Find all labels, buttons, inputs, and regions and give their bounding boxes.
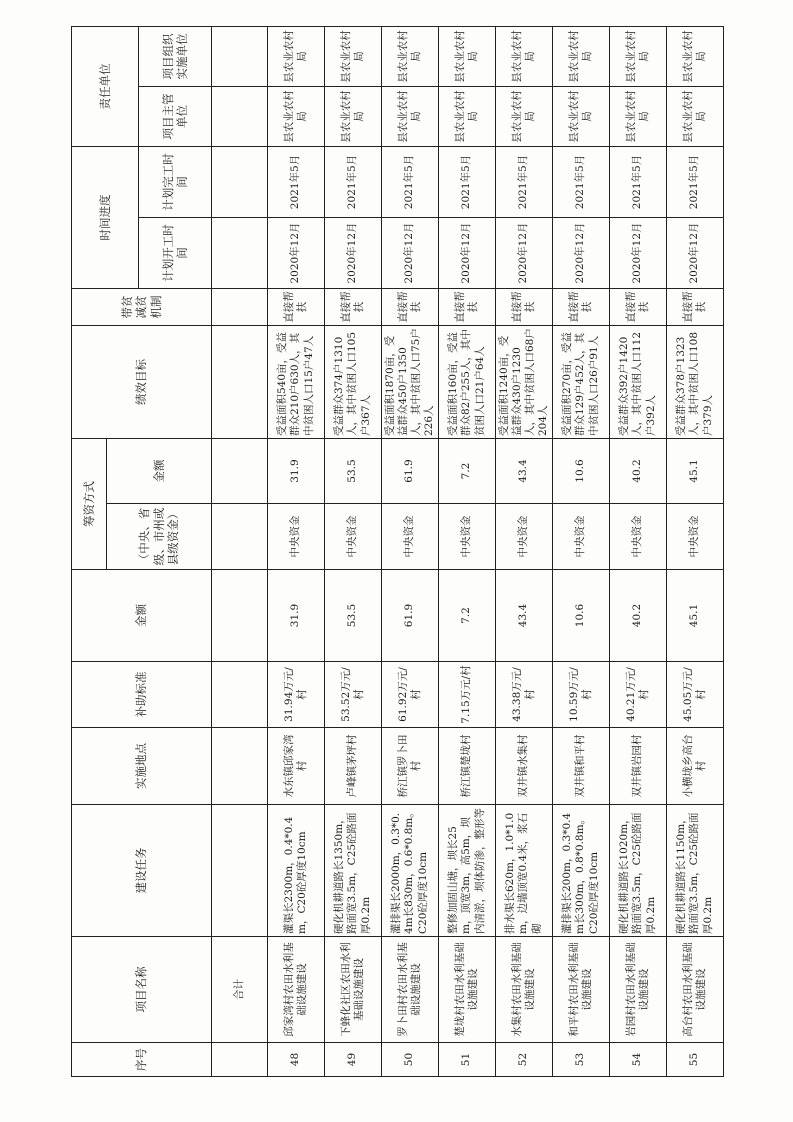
cell-amount: 10.6 [553,570,610,662]
cell-source: 中央资金 [496,504,553,570]
cell-impl: 县农业农村局 [268,27,325,87]
cell-goal: 受益群众378户1323人，其中贫困人口108户379人 [667,326,724,439]
cell-source: 中央资金 [553,504,610,570]
cell-impl: 县农业农村局 [439,27,496,87]
cell-source: 中央资金 [325,504,382,570]
cell-name: 岩园村农田水利基础设施建设 [610,937,667,1043]
cell-task: 整修加固山塘，坝长25m，顶宽3m，高5m，坝内清淤，坝体防渗，整形等 [439,805,496,937]
cell-name: 邱家湾村农田水利基础设施建设 [268,937,325,1043]
cell-task: 灌渠长2300m，0.4*0.4m，C20砼厚度10cm [268,805,325,937]
cell-impl: 县农业农村局 [610,27,667,87]
cell-amount: 7.2 [439,570,496,662]
cell-start: 2020年12月 [610,218,667,289]
header-subsidy: 补助标准 [72,662,212,728]
cell-location: 桥江镇楚垅村 [439,728,496,805]
cell-name: 高台村农田水利基础设施建设 [667,937,724,1043]
cell-start: 2020年12月 [553,218,610,289]
cell-dept: 县农业农村局 [268,87,325,147]
cell-end: 2021年5月 [667,147,724,218]
header-end: 计划完工时间 [139,147,212,218]
cell-goal: 受益群众392户1420人，其中贫困人口112户392人 [610,326,667,439]
cell-start: 2020年12月 [667,218,724,289]
cell-end: 2021年5月 [382,147,439,218]
cell-subsidy: 43.38万元/村 [496,662,553,728]
cell-task: 排水渠长620m，1.0*1.0m，边墙顶宽0.4米，浆石砌 [496,805,553,937]
cell-mechanism: 直接帮扶 [553,289,610,326]
cell-location: 小横垅乡高台村 [667,728,724,805]
cell-subsidy: 45.05万元/村 [667,662,724,728]
cell-name: 楚垅村农田水利基础设施建设 [439,937,496,1043]
cell-start: 2020年12月 [325,218,382,289]
cell-impl: 县农业农村局 [667,27,724,87]
cell-mechanism: 直接帮扶 [610,289,667,326]
cell-seq: 48 [268,1043,325,1077]
cell-subsidy: 7.15万元/村 [439,662,496,728]
cell-subsidy: 61.92万元/村 [382,662,439,728]
cell-location: 桥江镇罗卜田村 [382,728,439,805]
cell-goal: 受益面积540亩，受益群众210户630人，其中贫困人口15户47人 [268,326,325,439]
cell-start: 2020年12月 [496,218,553,289]
cell-impl: 县农业农村局 [496,27,553,87]
cell-location: 水东镇邱家湾村 [268,728,325,805]
cell-seq: 55 [667,1043,724,1077]
cell-task: 硬化机耕道路长1150m，路面宽3.5m，C25砼路面厚0.2m [667,805,724,937]
table-row [496,27,553,1077]
header-name: 项目名称 [72,937,212,1043]
cell-amount: 53.5 [325,570,382,662]
cell-dept: 县农业农村局 [553,87,610,147]
cell-fund: 10.6 [553,439,610,504]
table-row [553,27,610,1077]
cell-source: 中央资金 [439,504,496,570]
header-location: 实施地点 [72,728,212,805]
header-goal: 绩效目标 [72,326,212,439]
cell-amount: 31.9 [268,570,325,662]
cell-mechanism: 直接帮扶 [667,289,724,326]
cell-mechanism: 直接帮扶 [268,289,325,326]
cell-dept: 县农业农村局 [610,87,667,147]
header-fund-source: （中央、省级、市州或县级资金） [107,504,212,570]
cell-location: 卢峰镇茅坪村 [325,728,382,805]
cell-start: 2020年12月 [382,218,439,289]
header-schedule: 时间进度 [72,147,139,289]
cell-location: 双井镇和平村 [553,728,610,805]
total-row [212,27,268,1077]
cell-name: 水集村农田水利基础设施建设 [496,937,553,1043]
header-mechanism: 带贫减贫机制 [72,289,212,326]
header-start: 计划开工时间 [139,218,212,289]
header-task: 建设任务 [72,805,212,937]
cell-seq: 53 [553,1043,610,1077]
cell-seq: 50 [382,1043,439,1077]
cell-source: 中央资金 [667,504,724,570]
cell-end: 2021年5月 [439,147,496,218]
table-row [268,27,325,1077]
cell-amount: 45.1 [667,570,724,662]
cell-fund: 53.5 [325,439,382,504]
project-table [71,26,724,1077]
cell-amount: 43.4 [496,570,553,662]
cell-subsidy: 31.94万元/村 [268,662,325,728]
cell-mechanism: 直接帮扶 [325,289,382,326]
cell-task: 硬化机耕道路长1020m，路面宽3.5m，C25砼路面厚0.2m [610,805,667,937]
cell-impl: 县农业农村局 [382,27,439,87]
cell-location: 双井镇水集村 [496,728,553,805]
cell-seq: 52 [496,1043,553,1077]
cell-goal: 受益面积1240亩，受益群众430户1230人，其中贫困人口68户204人 [496,326,553,439]
cell-amount: 61.9 [382,570,439,662]
cell-fund: 7.2 [439,439,496,504]
table-row [610,27,667,1077]
cell-task: 硬化机耕道路长1350m，路面宽3.5m，C25砼路面厚0.2m [325,805,382,937]
cell-dept: 县农业农村局 [439,87,496,147]
cell-impl: 县农业农村局 [325,27,382,87]
total-seq [212,1043,268,1077]
cell-dept: 县农业农村局 [496,87,553,147]
cell-fund: 45.1 [667,439,724,504]
cell-subsidy: 40.21万元/村 [610,662,667,728]
cell-source: 中央资金 [610,504,667,570]
cell-subsidy: 10.59万元/村 [553,662,610,728]
cell-fund: 40.2 [610,439,667,504]
cell-mechanism: 直接帮扶 [439,289,496,326]
cell-end: 2021年5月 [553,147,610,218]
header-impl: 项目组织实施单位 [139,27,212,87]
header-seq: 序号 [72,1043,212,1077]
cell-dept: 县农业农村局 [325,87,382,147]
cell-end: 2021年5月 [496,147,553,218]
cell-dept: 县农业农村局 [382,87,439,147]
header-funding: 筹资方式 [72,439,107,570]
cell-subsidy: 53.52万元/村 [325,662,382,728]
table-row [382,27,439,1077]
cell-task: 灌排渠长200m，0.3*0.4m长300m，0.8*0.8m。C20砼厚度10cm [553,805,610,937]
cell-goal: 受益面积1870亩，受益群众450户1350人，其中贫困人口75户226人 [382,326,439,439]
cell-fund: 31.9 [268,439,325,504]
total-label: 合计 [212,937,268,1043]
cell-goal: 受益面积270亩，受益群众129户452人，其中贫困人口26户91人 [553,326,610,439]
header-amount: 金额 [72,570,212,662]
cell-source: 中央资金 [268,504,325,570]
cell-amount: 40.2 [610,570,667,662]
cell-start: 2020年12月 [439,218,496,289]
total-task [212,805,268,937]
cell-name: 下蜂化社区农田水利基础设施建设 [325,937,382,1043]
cell-location: 双井镇岩园村 [610,728,667,805]
cell-goal: 受益面积160亩，受益群众82户255人，其中贫困人口21户64人 [439,326,496,439]
cell-mechanism: 直接帮扶 [382,289,439,326]
table-row [325,27,382,1077]
table-row [667,27,724,1077]
cell-end: 2021年5月 [610,147,667,218]
cell-task: 灌排渠长2000m，0.3*0.4m长830m，0.6*0.8m。C20砼厚度10cm [382,805,439,937]
table-row [439,27,496,1077]
cell-source: 中央资金 [382,504,439,570]
cell-goal: 受益群众374户1310人，其中贫困人口105户367人 [325,326,382,439]
cell-dept: 县农业农村局 [667,87,724,147]
cell-fund: 43.4 [496,439,553,504]
header-resp: 责任单位 [72,27,139,147]
cell-start: 2020年12月 [268,218,325,289]
cell-seq: 51 [439,1043,496,1077]
cell-mechanism: 直接帮扶 [496,289,553,326]
rotated-table-wrapper [71,30,714,1077]
cell-name: 和平村农田水利基础设施建设 [553,937,610,1043]
cell-end: 2021年5月 [268,147,325,218]
cell-seq: 49 [325,1043,382,1077]
cell-name: 罗卜田村农田水利基础设施建设 [382,937,439,1043]
cell-impl: 县农业农村局 [553,27,610,87]
cell-fund: 61.9 [382,439,439,504]
header-fund-amount: 金额 [107,439,212,504]
cell-seq: 54 [610,1043,667,1077]
header-dept: 项目主管单位 [139,87,212,147]
cell-end: 2021年5月 [325,147,382,218]
